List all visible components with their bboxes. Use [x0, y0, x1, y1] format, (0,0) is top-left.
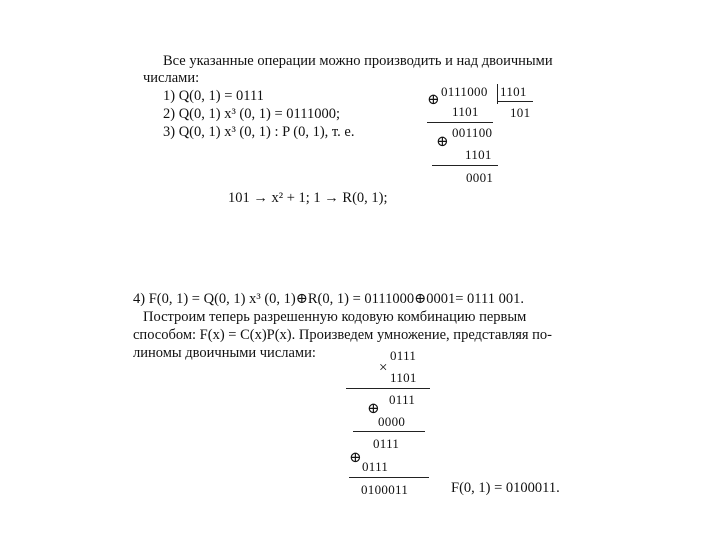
remainder: 0001: [466, 170, 494, 185]
xor-icon: ⊕: [436, 134, 449, 150]
division-rule-1: [427, 122, 493, 123]
intro-line-1: Все указанные операции можно производить и над двоичными: [163, 53, 553, 69]
xor-icon: ⊕: [427, 92, 440, 108]
mult-rule-1: [346, 388, 430, 389]
subtrahend-1: 1101: [452, 104, 479, 119]
step-1: 1) Q(0, 1) = 0111: [163, 88, 264, 104]
para-line-2: способом: F(x) = C(x)P(x). Произведем умножение, представляя по-: [133, 327, 553, 343]
xor-icon: ⊕: [367, 401, 380, 417]
product: 0100011: [361, 482, 409, 497]
quotient: 101: [510, 105, 531, 120]
partial-2: 0000: [378, 414, 406, 429]
multiplier: 1101: [390, 370, 417, 385]
partial-remainder: 001100: [452, 125, 493, 140]
subtrahend-2: 1101: [465, 147, 492, 162]
partial-4: 0111: [362, 459, 389, 474]
step-4: 4) F(0, 1) = Q(0, 1) x³ (0, 1)⊕R(0, 1) = 0111000⊕0001= 0111 001.: [133, 291, 524, 307]
step-3: 3) Q(0, 1) x³ (0, 1) : P (0, 1), т. е.: [163, 124, 355, 140]
result-line: 101 → x² + 1; 1 → R(0, 1);: [228, 190, 388, 206]
xor-icon: ⊕: [349, 450, 362, 466]
para-line-3: линомы двоичными числами:: [133, 345, 316, 361]
division-rule-2: [432, 165, 498, 166]
divisor: 1101: [500, 84, 527, 99]
mult-rule-3: [349, 477, 429, 478]
times-icon: ×: [379, 360, 388, 376]
intro-line-2: числами:: [143, 70, 200, 86]
step-2: 2) Q(0, 1) x³ (0, 1) = 0111000;: [163, 106, 340, 122]
quotient-rule: [497, 101, 533, 102]
final-result: F(0, 1) = 0100011.: [451, 480, 560, 496]
partial-3: 0111: [373, 436, 400, 451]
multiplicand: 0111: [390, 348, 417, 363]
mult-rule-2: [353, 431, 425, 432]
partial-1: 0111: [389, 392, 416, 407]
para-line-1: Построим теперь разрешенную кодовую комбинацию первым: [143, 309, 527, 325]
dividend: 0111000: [441, 84, 488, 99]
